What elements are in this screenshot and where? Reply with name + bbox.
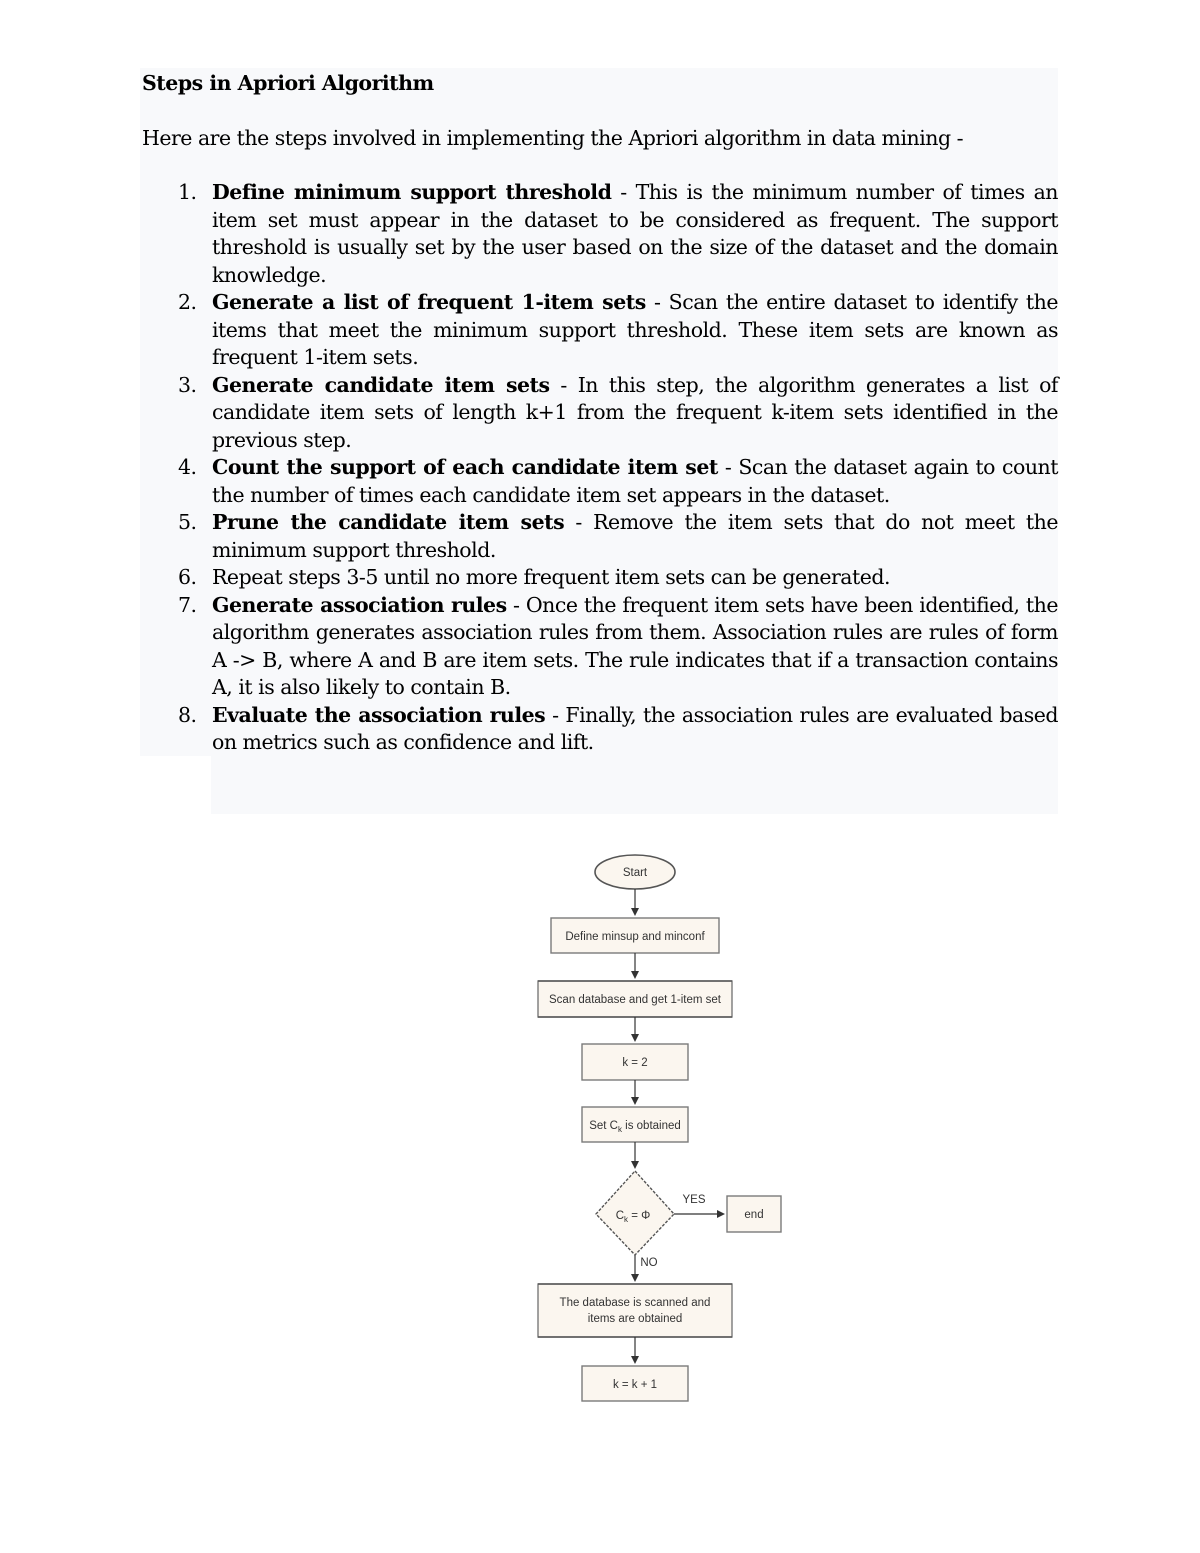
- step-text: - Remove the item sets that do not meet the minimum support threshold.: [212, 510, 1058, 562]
- flow-start-node: [595, 855, 675, 889]
- step-text: - Finally, the association rules are evaluated based on metrics such as confidence and lift.: [212, 702, 1059, 754]
- step-text: - Scan the dataset again to count the number of times each candidate item set appears in the dataset.: [212, 455, 1058, 507]
- flow-rescan-label-line2: items are obtained: [587, 1313, 683, 1325]
- flow-rescan-label-line1: The database is scanned and: [559, 1297, 711, 1309]
- flow-k-init-node: [582, 1044, 688, 1080]
- section-heading: Steps in Apriori Algorithm: [142, 71, 434, 95]
- flow-define-label: Define minsup and minconf: [565, 931, 705, 943]
- flow-k-init-label: k = 2: [622, 1057, 648, 1069]
- flow-rescan-node: [538, 1284, 732, 1337]
- flow-decision-node: [596, 1171, 674, 1255]
- flow-k-inc-node: [582, 1366, 688, 1401]
- flow-set-ck-label: Set $C_k$ is obtained: [589, 1120, 681, 1134]
- flow-set-ck-node: [582, 1107, 688, 1142]
- intro-paragraph: Here are the steps involved in implementing the Apriori algorithm in data mining -: [142, 125, 964, 150]
- step-title: Evaluate the association rules: [212, 702, 546, 727]
- list-number: 3.: [178, 372, 197, 397]
- flow-end-node: [727, 1196, 781, 1232]
- step-title: Generate association rules: [212, 592, 507, 617]
- flow-decision-label: $C_k = \Phi$: [615, 1210, 651, 1224]
- list-number: 4.: [178, 455, 197, 479]
- list-number: 6.: [178, 565, 197, 589]
- flow-define-node: [551, 918, 719, 953]
- step-text: - Once the frequent item sets have been identified, the algorithm generates association rules from them. Association rules are rules of form A -> B, where A and B are item sets. The rule indicates that if a transaction contains A, it is also likely to contain B.: [212, 592, 1058, 699]
- flow-scan-label: Scan database and get 1-item set: [549, 994, 721, 1006]
- list-number: 8.: [178, 702, 197, 727]
- flow-scan-node: [538, 981, 732, 1017]
- list-number: 1.: [178, 180, 197, 204]
- step-title: Generate candidate item sets: [212, 372, 550, 397]
- flow-k-inc-label: k = k + 1: [612, 1379, 658, 1391]
- flow-yes-label: YES: [682, 1194, 706, 1206]
- step-title: Prune the candidate item sets: [212, 510, 565, 534]
- step-text: Repeat steps 3-5 until no more frequent item sets can be generated.: [212, 565, 890, 589]
- step-text: - Scan the entire dataset to identify the items that meet the minimum support threshold. These item sets are known as frequent 1-item sets.: [212, 290, 1059, 369]
- step-text: - This is the minimum number of times an item set must appear in the dataset to be considered as frequent. The support threshold is usually set by the user based on the size of the dataset and the domain knowledge.: [212, 180, 1058, 287]
- step-title: Generate a list of frequent 1-item sets: [212, 290, 646, 314]
- list-number: 7.: [178, 592, 197, 617]
- flow-no-label: NO: [640, 1257, 658, 1269]
- flow-end-label: end: [744, 1209, 764, 1221]
- step-title: Define minimum support threshold: [212, 180, 612, 204]
- flow-start-label: Start: [622, 867, 648, 879]
- step-title: Count the support of each candidate item set: [212, 455, 718, 479]
- list-number: 2.: [178, 290, 197, 314]
- list-number: 5.: [178, 510, 197, 534]
- step-text: - In this step, the algorithm generates a list of candidate item sets of length k+1 from the frequent k-item sets identified in the previous step.: [212, 372, 1058, 452]
